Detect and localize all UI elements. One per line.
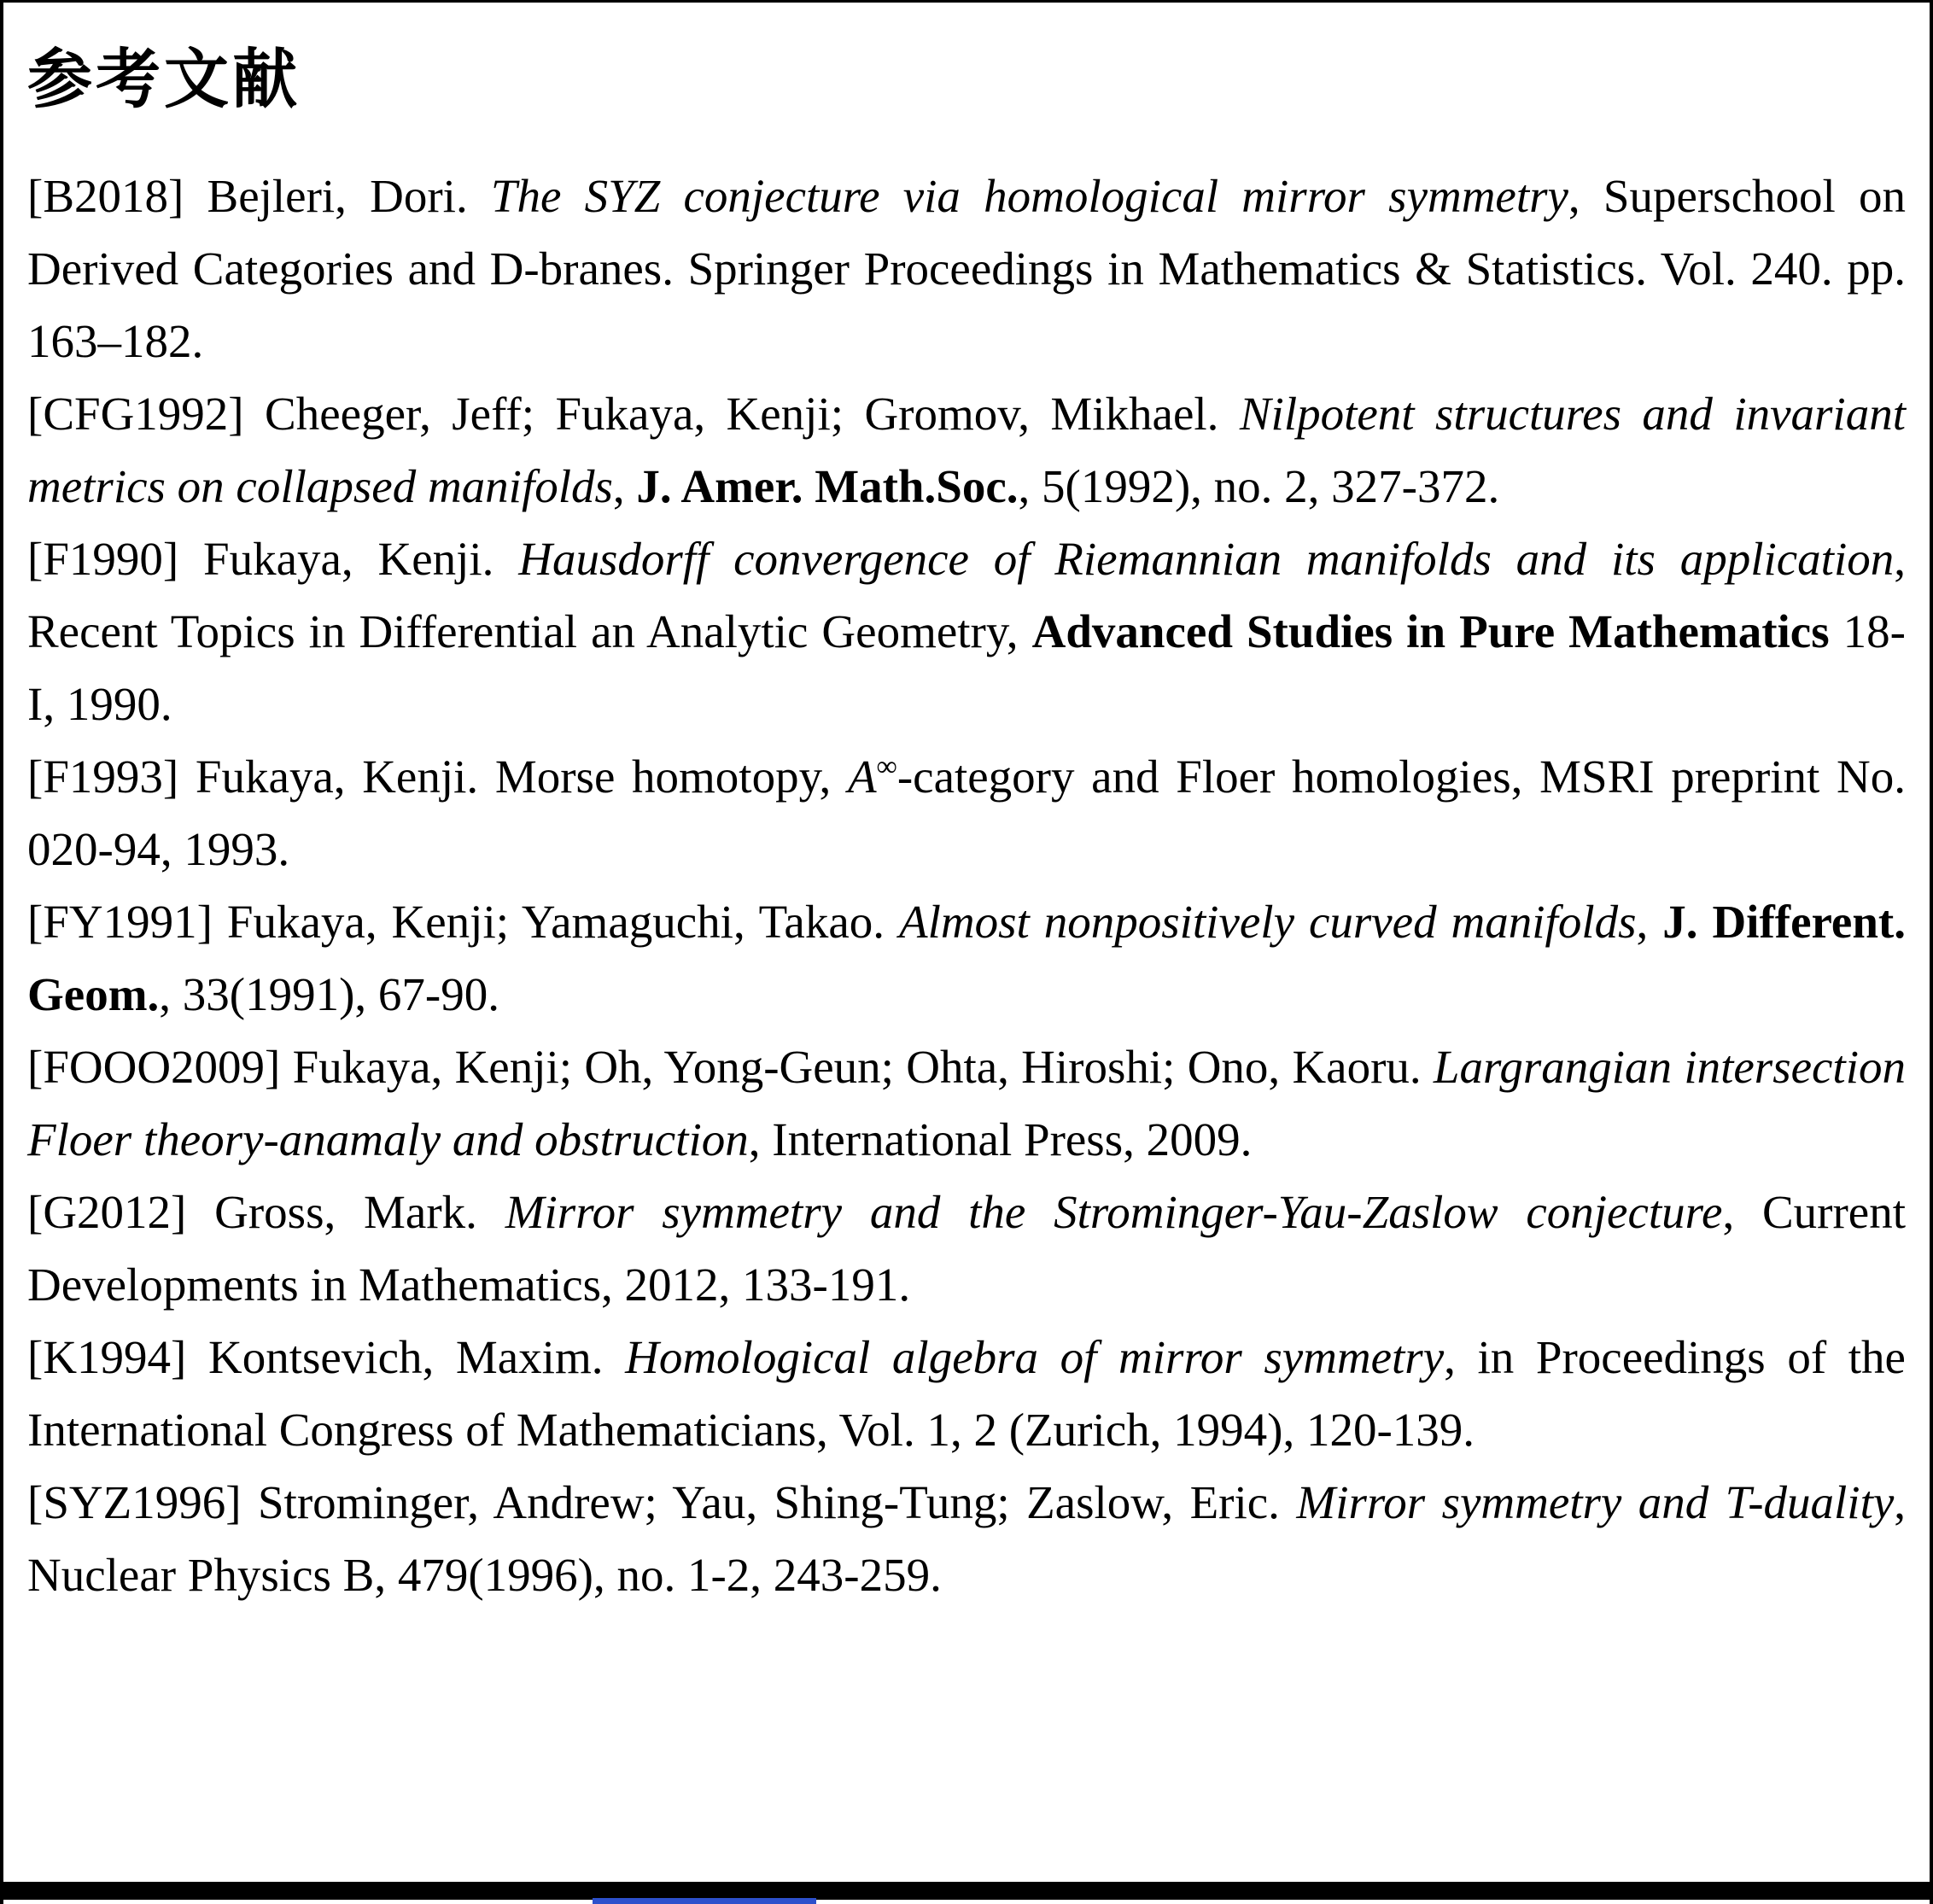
reference-text-segment: , Current Developments in Mathematics, 2012, 133-191.: [27, 1185, 1907, 1311]
reference-text-segment: Mirror symmetry and the Strominger-Yau-Zaslow conjecture: [505, 1185, 1723, 1238]
reference-text-segment: , 33(1991), 67-90.: [159, 967, 499, 1020]
reference-text-segment: ,: [1636, 895, 1663, 948]
reference-text-segment: Mirror symmetry and T-duality: [1296, 1475, 1895, 1528]
reference-text-segment: [CFG1992] Cheeger, Jeff; Fukaya, Kenji; Gromov, Mikhael.: [27, 387, 1240, 440]
reference-text-segment: , International Press, 2009.: [748, 1113, 1253, 1165]
reference-text-segment: Almost nonpositively curved manifolds: [898, 895, 1637, 948]
reference-text-segment: [B2018] Bejleri, Dori.: [27, 169, 491, 222]
reference-text-segment: A: [847, 750, 877, 803]
reference-text-segment: [SYZ1996] Strominger, Andrew; Yau, Shing-Tung; Zaslow, Eric.: [27, 1475, 1297, 1528]
reference-entry-F1990: [27, 523, 1906, 740]
reference-text-segment: Hausdorff convergence of Riemannian manifolds and its application: [518, 532, 1895, 585]
reference-text-segment: , Nuclear Physics B, 479(1996), no. 1-2, 243-259.: [27, 1475, 1907, 1601]
reference-text-segment: Nilpotent structures and invariant metrics on collapsed manifolds: [27, 387, 1906, 512]
reference-text-segment: [F1993] Fukaya, Kenji. Morse homotopy,: [27, 750, 848, 803]
reference-text-segment: [K1994] Kontsevich, Maxim.: [27, 1330, 626, 1383]
reference-text-segment: [G2012] Gross, Mark.: [27, 1185, 505, 1238]
references-list: [27, 160, 1906, 1611]
reference-text-segment: , Recent Topics in Differential an Analytic Geometry,: [27, 532, 1906, 657]
reference-text-segment: [FOOO2009] Fukaya, Kenji; Oh, Yong-Geun; Ohta, Hiroshi; Ono, Kaoru.: [27, 1040, 1434, 1093]
references-heading: 参考文献: [27, 44, 301, 116]
page-content: [3, 3, 1930, 1611]
reference-text-segment: -category and Floer homologies, MSRI preprint No. 020-94, 1993.: [27, 750, 1906, 875]
reference-text-segment: ,: [612, 459, 637, 512]
reference-entry-B2018: [27, 160, 1906, 377]
reference-text-segment: , Superschool on Derived Categories and D-branes. Springer Proceedings in Mathematics & Statistics. Vol. 240. pp. 163–182.: [27, 169, 1906, 367]
reference-text-segment: Homological algebra of mirror symmetry: [625, 1330, 1445, 1383]
reference-entry-FY1991: [27, 885, 1906, 1031]
bottom-black-bar: [3, 1882, 1930, 1900]
reference-text-segment: J. Amer. Math.Soc.: [636, 459, 1019, 512]
reference-text-segment: [FY1991] Fukaya, Kenji; Yamaguchi, Takao.: [27, 895, 899, 948]
reference-text-segment: [F1990] Fukaya, Kenji.: [27, 532, 519, 585]
reference-text-segment: 18-I, 1990.: [27, 604, 1906, 730]
reference-text-segment: , 5(1992), no. 2, 327-372.: [1018, 459, 1500, 512]
reference-entry-G2012: [27, 1176, 1906, 1321]
reference-entry-F1993: [27, 740, 1906, 885]
reference-text-segment: ∞: [876, 751, 897, 783]
reference-text-segment: , in Proceedings of the International Congress of Mathematicians, Vol. 1, 2 (Zurich, 1994), 120-139.: [27, 1330, 1906, 1456]
reference-entry-CFG1992: [27, 377, 1906, 523]
bottom-accent-line: [593, 1898, 816, 1904]
reference-text-segment: J. Different. Geom.: [27, 895, 1906, 1020]
reference-text-segment: Largrangian intersection Floer theory-anamaly and obstruction: [27, 1040, 1906, 1165]
reference-entry-FOOO2009: [27, 1031, 1906, 1176]
reference-text-segment: Advanced Studies in Pure Mathematics: [1031, 604, 1830, 657]
reference-entry-SYZ1996: [27, 1466, 1906, 1611]
reference-text-segment: The SYZ conjecture via homological mirror symmetry: [490, 169, 1568, 222]
reference-entry-K1994: [27, 1321, 1906, 1466]
